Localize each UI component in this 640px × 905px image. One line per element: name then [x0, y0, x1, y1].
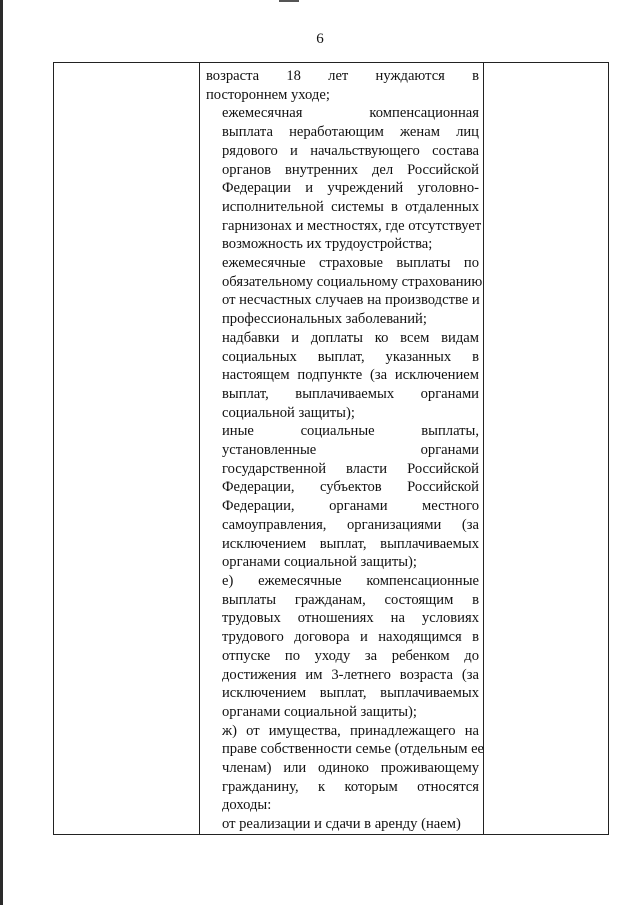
text-line: постороннем уходе; — [206, 86, 330, 103]
scan-mark — [279, 0, 299, 2]
text-line: праве собственности семье (отдельным ее — [222, 741, 485, 758]
text-line: самоуправления, организациями (за — [222, 516, 479, 533]
text-line: социальных выплат, указанных в — [222, 348, 479, 365]
text-line: трудового договора и находящимся в — [222, 629, 479, 646]
text-line: исключением выплат, выплачиваемых — [222, 685, 479, 702]
text-line: выплаты гражданам, состоящим в — [222, 591, 479, 608]
text-line: профессиональных заболеваний; — [222, 311, 427, 328]
text-line: выплат, выплачиваемых органами — [222, 385, 479, 402]
text-line: ежемесячные страховые выплаты по — [222, 255, 479, 272]
text-line: социальной защиты); — [222, 404, 355, 421]
text-line: надбавки и доплаты ко всем видам — [222, 329, 479, 346]
text-line: Федерации, субъектов Российской — [222, 479, 479, 496]
text-line: государственной власти Российской — [222, 460, 479, 477]
paragraph — [206, 67, 479, 104]
table-row — [54, 63, 609, 835]
text-line: органами социальной защиты); — [222, 554, 417, 571]
paragraph — [206, 329, 479, 423]
right-cell — [484, 63, 609, 835]
left-cell — [54, 63, 200, 835]
text-line: от несчастных случаев на производстве и — [222, 292, 480, 309]
paragraph — [206, 722, 485, 816]
paragraph — [206, 572, 479, 722]
text-line: установленные органами — [222, 442, 479, 459]
text-line: исполнительной системы в отдаленных — [222, 198, 479, 215]
document-table — [53, 62, 609, 835]
text-line: членам) или одиноко проживающему — [222, 760, 479, 777]
text-line: органов внутренних дел Российской — [222, 161, 479, 178]
text-line: е) ежемесячные компенсационные — [222, 572, 479, 589]
text-line: Федерации, органами местного — [222, 498, 479, 515]
text-line: гражданину, к которым относятся — [222, 778, 479, 795]
text-line: иные социальные выплаты, — [222, 423, 479, 440]
paragraph — [206, 815, 479, 834]
text-line: обязательному социальному страхованию — [222, 273, 483, 290]
text-line: выплата неработающим женам лиц — [222, 124, 479, 141]
text-line: Федерации и учреждений уголовно- — [222, 180, 479, 197]
text-line: рядового и начальствующего состава — [222, 142, 479, 159]
text-line: доходы: — [222, 797, 272, 814]
scan-edge — [0, 0, 3, 905]
text-line: настоящем подпункте (за исключением — [222, 367, 479, 384]
text-line: возможность их трудоустройства; — [222, 236, 433, 253]
text-line: достижения им 3-летнего возраста (за — [222, 666, 479, 683]
paragraph — [206, 254, 483, 329]
text-line: органами социальной защиты); — [222, 703, 417, 720]
page-number: 6 — [316, 31, 324, 47]
text-line: исключением выплат, выплачиваемых — [222, 535, 479, 552]
paragraph — [206, 422, 479, 572]
paragraph — [206, 104, 482, 254]
text-line: отпуске по уходу за ребенком до — [222, 647, 479, 664]
text-line: возраста 18 лет нуждаются в — [206, 68, 479, 84]
text-line: от реализации и сдачи в аренду (наем) — [222, 816, 461, 833]
middle-cell — [200, 63, 484, 835]
text-line: трудовых отношениях на условиях — [222, 610, 479, 627]
middle-cell-text — [200, 63, 483, 834]
text-line: гарнизонах и местностях, где отсутствует — [222, 217, 482, 234]
text-line: ежемесячная компенсационная — [222, 105, 479, 122]
text-line: ж) от имущества, принадлежащего на — [222, 722, 479, 739]
